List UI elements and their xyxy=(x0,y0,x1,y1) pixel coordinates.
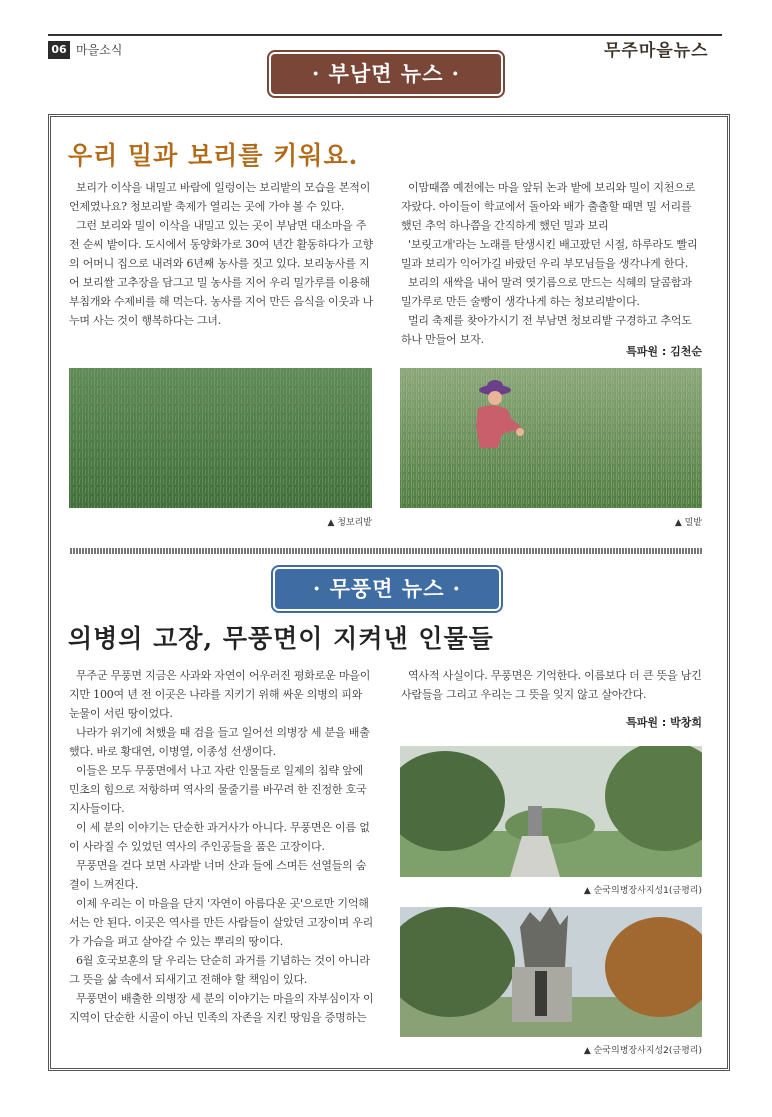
paragraph: 보리의 새싹을 내어 말려 엿기름으로 만드는 식혜의 달콤함과 밀가루로 만든 술빵이 생각나게 하는 청보리밭이다. xyxy=(401,276,692,308)
paragraph: 6월 호국보훈의 달 우리는 단순히 과거를 기념하는 것이 아니라 그 뜻을 삶 속에서 되새기고 전해야 할 책임이 있다. xyxy=(69,954,370,986)
paragraph: 이맘때쯤 예전에는 마을 앞뒤 논과 밭에 보리와 밀이 지천으로 자랐다. 아이들이 학교에서 돌아와 배가 출출할 때면 밀 서리를 했던 추억 하나쯤을 간직하게 했던 밀과 보리 xyxy=(401,181,696,232)
paragraph: 무주군 무풍면 지금은 사과와 자연이 어우러진 평화로운 마을이지만 100여 년 전 이곳은 나라를 지키기 위해 싸운 의병의 피와 눈물이 서린 땅이었다. xyxy=(69,669,371,720)
wheat-field-photo xyxy=(400,368,702,508)
memorial-photo-1 xyxy=(400,746,702,877)
article1-title: 우리 밀과 보리를 키워요. xyxy=(68,141,359,170)
article1-column-right xyxy=(401,178,703,349)
article2-title: 의병의 고장, 무풍면이 지켜낸 인물들 xyxy=(68,624,494,653)
page-number: 06 xyxy=(48,41,70,59)
memorial-photo-2 xyxy=(400,907,702,1037)
paragraph: 보리가 이삭을 내밀고 바람에 일렁이는 보리밭의 모습을 본적이 언제였나요? 청보리밭 축제가 열리는 곳에 가야 볼 수 있다. xyxy=(69,181,371,213)
section-banner-mupung: · 무풍면 뉴스 · xyxy=(275,569,499,609)
article1-column-left xyxy=(69,178,374,330)
photo-caption: ▲ 순국의병장사지성1(금평리) xyxy=(583,886,702,896)
paragraph: 이제 우리는 이 마을을 단지 '자연이 아름다운 곳'으로만 기억해서는 안 된다. 이곳은 역사를 만든 사람들이 살았던 고장이며 우리가 가슴을 펴고 살아갈 수 있는 뿌리의 땅이다. xyxy=(69,897,374,948)
paragraph: 무풍면이 배출한 의병장 세 분의 이야기는 마을의 자부심이자 이 지역이 단순한 시골이 아닌 민족의 자존을 지킨 땅임을 증명하는 xyxy=(69,992,374,1024)
photo-caption: ▲ 순국의병장사지성2(금평리) xyxy=(583,1046,702,1056)
paragraph: '보릿고개'라는 노래를 탄생시킨 배고팠던 시절, 하루라도 빨리 밀과 보리가 익어가길 바랐던 우리 부모님들을 생각나게 한다. xyxy=(401,238,698,270)
section-divider xyxy=(70,548,702,554)
paragraph: 그런 보리와 밀이 이삭을 내밀고 있는 곳이 부남면 대소마을 주전 순씨 밭이다. 도시에서 동양화가로 30여 년간 활동하다가 고향의 어머니 집으로 내려와 6년째 농사를 짓고 있다. 보리농사를 지어 보리쌀 고추장을 담그고 밀 농사를 지어 우리 밀가루를 이용해 부침개와 수제비를 해 먹는다. 농사를 지어 만든 음식을 이웃과 나누며 사는 것이 행복하다는 그녀. xyxy=(69,219,374,327)
article2-column-right xyxy=(401,666,703,704)
masthead-logo: 무주마을뉴스 xyxy=(604,41,709,61)
paragraph: 멀리 축제를 찾아가시기 전 부남면 청보리밭 구경하고 추억도 하나 만들어 보자. xyxy=(401,314,692,346)
photo-caption: ▲ 청보리밭 xyxy=(327,518,372,528)
section-label: 마을소식 xyxy=(76,43,123,57)
paragraph: 이 세 분의 이야기는 단순한 과거사가 아니다. 무풍면은 이름 없이 사라질 수 있었던 역사의 주인공들을 품은 고장이다. xyxy=(69,821,370,853)
paragraph: 무풍면을 걷다 보면 사과밭 너머 산과 들에 스며든 선열들의 숨결이 느껴진다. xyxy=(69,859,367,891)
article2-byline: 특파원 : 박창희 xyxy=(626,716,702,729)
article1-byline: 특파원 : 김천순 xyxy=(626,345,702,358)
paragraph: 이들은 모두 무풍면에서 나고 자란 인물들로 일제의 침략 앞에 민초의 힘으로 저항하며 역사의 물줄기를 바꾸려 한 진정한 호국지사들이다. xyxy=(69,764,367,815)
section-banner-bunam: · 부남면 뉴스 · xyxy=(271,54,501,94)
paragraph: 나라가 위기에 처했을 때 검을 들고 일어선 의병장 세 분을 배출했다. 바로 황대연, 이병열, 이종성 선생이다. xyxy=(69,726,370,758)
article2-column-left xyxy=(69,666,374,1027)
barley-field-photo xyxy=(69,368,372,508)
paragraph: 역사적 사실이다. 무풍면은 기억한다. 이름보다 더 큰 뜻을 남긴 사람들을 그리고 우리는 그 뜻을 잊지 않고 살아간다. xyxy=(401,669,702,701)
photo-caption: ▲ 밀밭 xyxy=(674,518,702,528)
